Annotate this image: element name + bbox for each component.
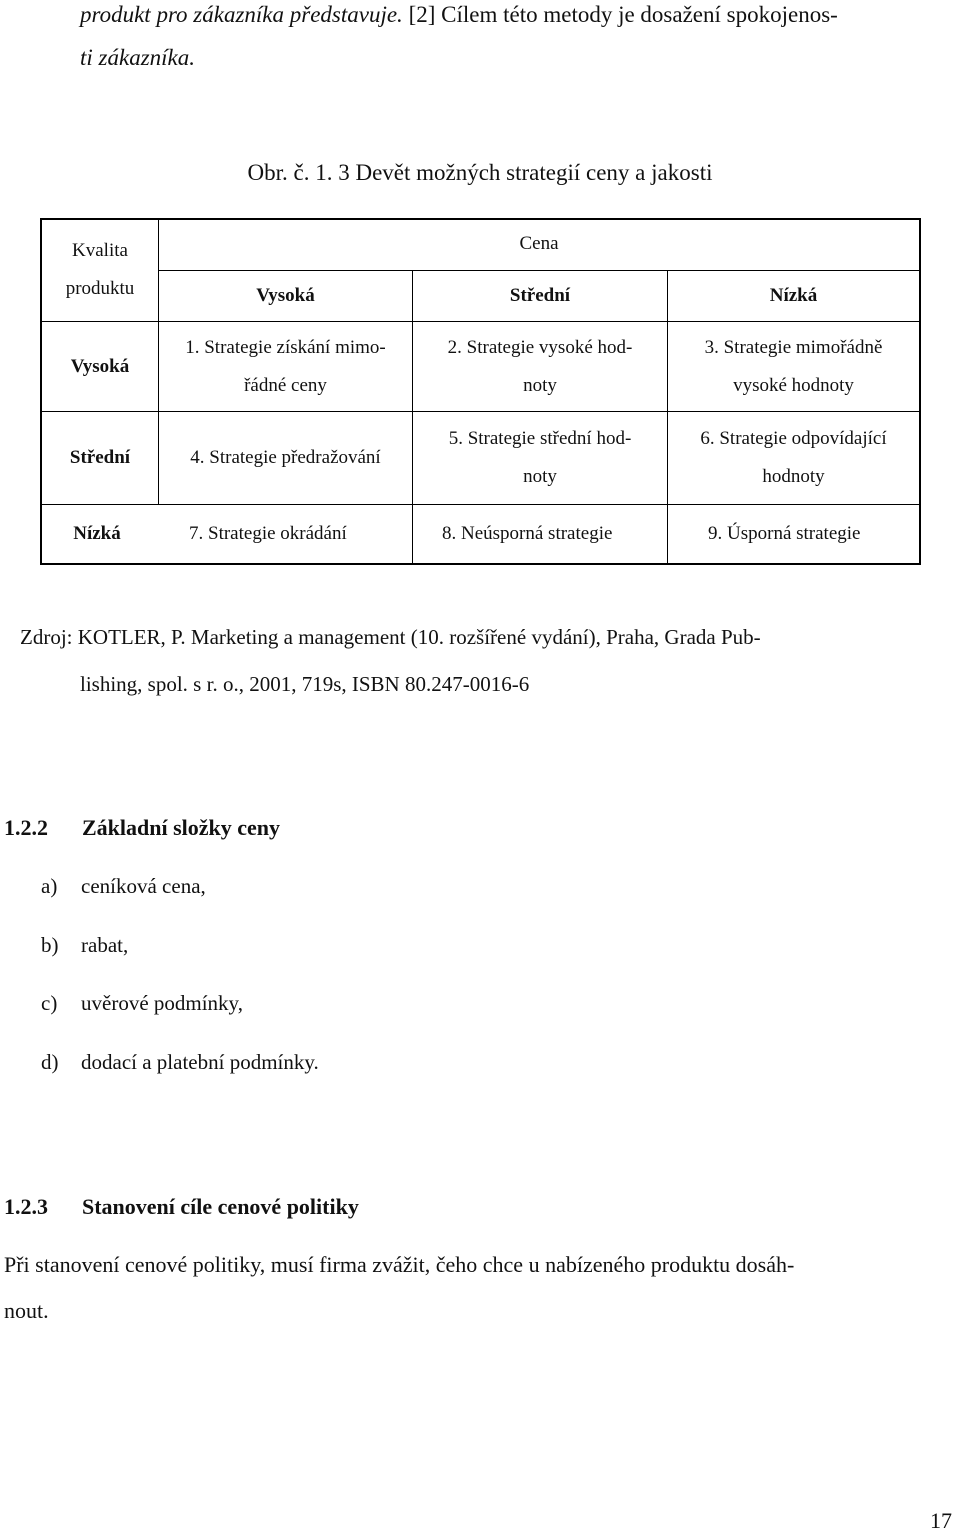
- row-quality-low: Nízká: [73, 523, 121, 544]
- section-122-number: 1.2.2: [4, 815, 48, 840]
- strategy-cell-9: 9. Úsporná strategie: [708, 523, 861, 544]
- strategy-cell-2-line1: 2. Strategie vysoké hod-: [447, 336, 633, 358]
- intro-line-1: [80, 2, 838, 28]
- strategy-cell-3-line1: 3. Strategie mimořádně: [704, 336, 883, 358]
- strategy-cell-5: [413, 412, 667, 504]
- strategy-cell-2: [413, 322, 667, 411]
- list-item-marker: a): [41, 874, 58, 898]
- list-item-marker: c): [41, 991, 58, 1015]
- strategy-cell-5-line2: noty: [523, 466, 557, 487]
- header-quality: [42, 218, 158, 321]
- page-number: 17: [930, 1508, 952, 1533]
- strategy-cell-1-line1: 1. Strategie získání mimo-: [185, 336, 386, 358]
- strategy-cell-7: 7. Strategie okrádání: [189, 523, 347, 544]
- strategy-cell-6: [668, 412, 919, 504]
- source-line-1: Zdroj: KOTLER, P. Marketing a management (10. rozšířené vydání), Praha, Grada Pub-: [20, 625, 761, 649]
- strategy-cell-1: [159, 322, 412, 411]
- list-item: dodací a platební podmínky.: [81, 1050, 319, 1074]
- table-border-right: [919, 218, 921, 565]
- strategy-cell-2-line2: noty: [523, 374, 557, 396]
- paragraph-line-2: nout.: [4, 1298, 49, 1323]
- strategy-cell-4: 4. Strategie předražování: [190, 447, 381, 468]
- strategy-cell-1-line2: řádné ceny: [244, 374, 327, 396]
- strategy-cell-6-line2: hodnoty: [762, 466, 825, 487]
- list-item: rabat,: [81, 933, 129, 957]
- strategy-cell-3-line2: vysoké hodnoty: [733, 374, 854, 396]
- strategy-cell-6-line1: 6. Strategie odpovídající: [700, 428, 887, 449]
- row-quality-medium: Střední: [69, 447, 131, 468]
- figure-caption: Obr. č. 1. 3 Devět možných strategií ceny a jakosti: [247, 160, 713, 185]
- strategy-cell-5-line1: 5. Strategie střední hod-: [448, 428, 632, 449]
- intro-line-2: ti zákazníka.: [80, 45, 195, 70]
- row-quality-high: Vysoká: [70, 355, 130, 377]
- strategy-cell-3: [668, 322, 919, 411]
- header-quality-line2: produktu: [65, 277, 135, 299]
- strategy-table: [40, 218, 921, 565]
- list-item-marker: d): [41, 1050, 59, 1074]
- list-item: ceníková cena,: [81, 874, 206, 898]
- paragraph-line-1: Při stanovení cenové politiky, musí firma zvážit, čeho chce u nabízeného produktu dosáh-: [4, 1252, 795, 1277]
- table-border-bottom: [40, 563, 921, 565]
- section-123-number: 1.2.3: [4, 1194, 48, 1219]
- section-123-title: Stanovení cíle cenové politiky: [82, 1194, 359, 1219]
- header-price-medium: Střední: [509, 285, 571, 306]
- list-item-marker: b): [41, 933, 59, 957]
- header-quality-line1: Kvalita: [72, 239, 128, 261]
- source-line-2: lishing, spol. s r. o., 2001, 719s, ISBN 80.247-0016-6: [80, 672, 530, 696]
- section-122-title: Základní složky ceny: [82, 815, 281, 840]
- intro-italic-text: produkt pro zákazníka představuje.: [80, 2, 403, 27]
- strategy-cell-8: 8. Neúsporná strategie: [442, 523, 613, 544]
- intro-rest-text: [2] Cílem této metody je dosažení spokojenos-: [408, 2, 838, 27]
- header-price-low: Nízká: [769, 285, 818, 306]
- list-item: uvěrové podmínky,: [81, 991, 243, 1015]
- header-price: Cena: [519, 233, 559, 254]
- header-price-high: Vysoká: [256, 285, 315, 306]
